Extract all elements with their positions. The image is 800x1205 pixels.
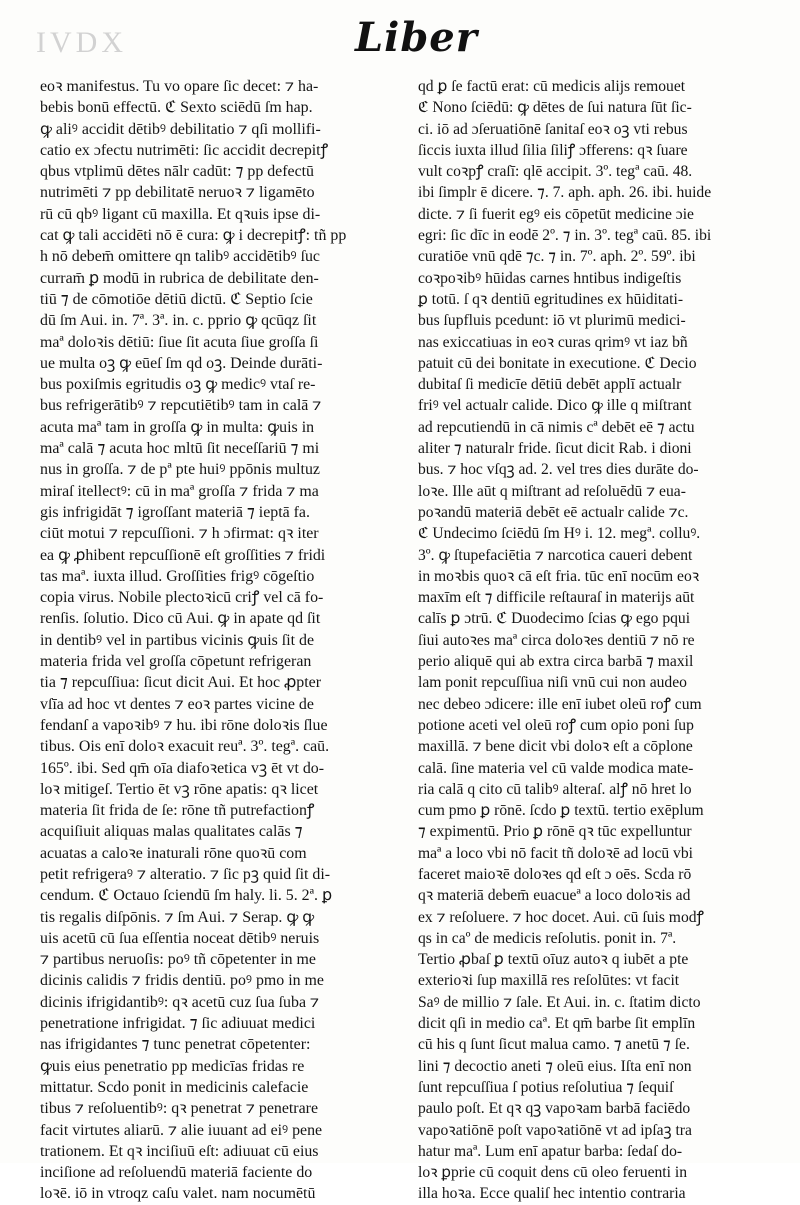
text-line: vſīa ad hoc vt dentes ⁊ eoꝛ partes vicine de — [40, 695, 314, 713]
text-line: ciūt motui ⁊ repcuſſioni. ⁊ h ɔfirmat: qꝛ iter — [40, 525, 319, 543]
text-line: illa hoꝛa. Ecce qualiſ hec intentio contraria — [418, 1185, 686, 1203]
text-line: friꝰ vel actualr calide. Dico ꝙ ille q miſtrant — [418, 397, 692, 415]
text-line: lini ⁊ decoctio aneti ⁊ oleū eius. Iſta enī non — [418, 1057, 692, 1075]
text-line: lam ponit repcuſſiua niſi vnū cui non audeo — [418, 674, 687, 692]
text-line: exterioꝛi ſup maxillā res reſolūtes: vt facit — [418, 972, 680, 990]
text-line: ue multa oꝫ ꝙ eūeſ ſm qd oꝫ. Deinde durāti- — [40, 354, 323, 372]
text-line: dū ſm Aui. in. 7ª. 3ª. in. c. pprio ꝙ qcūqz ſit — [40, 312, 317, 330]
text-line: perio aliquē qui ab extra circa barbā ⁊ maxil — [418, 653, 694, 671]
text-line: qꝛ materiā debem̄ euacueª a loco doloꝛis ad — [418, 887, 691, 905]
text-line: curatiōe vnū qdē ⁊c. ⁊ in. 7º. aph. 2º. 59º. ibi — [418, 248, 696, 266]
text-line: ſiui autoꝛes maª circa doloꝛes dentiū ⁊ nō re — [418, 631, 695, 649]
text-line: ad repcutiendū in cā nimis cª debēt eē ⁊ actu — [418, 418, 695, 436]
text-line: h nō debem̄ omittere qn talibꝰ accidētibꝰ ſuc — [40, 248, 320, 266]
text-line: vult coꝛpꝭ craſī: qlē accipit. 3º. tegª caū. 48. — [418, 163, 693, 181]
text-line: curram̄ ꝑ modū in rubrica de debilitate den- — [40, 269, 319, 287]
text-line: dicinis ifrigidantibꝰ: qꝛ acetū cuz ſua ſuba ⁊ — [40, 993, 320, 1011]
text-line: tiū ⁊ de cōmotiōe dētiū dictū. ℭ Septio ſcie — [40, 290, 313, 308]
text-line: copia virus. Nobile plectoꝛicū criꝭ vel cā fo- — [40, 589, 324, 607]
text-line: ℭ Undecimo ſciēdū ſm Hꝰ i. 12. megª. colluꝰ. — [418, 525, 701, 543]
text-line: in dentibꝰ vel in partibus vicinis ꝙuis ſit de — [40, 631, 314, 649]
text-line: calīs ꝑ ɔtrū. ℭ Duodecimo ſcias ꝙ ego pqui — [418, 610, 691, 628]
text-line: facit virtutes aliarū. ⁊ alie iuuant ad eiꝰ pene — [40, 1121, 323, 1139]
text-line: trationem. Et qꝛ inciſiuū eſt: adiuuat cū eius — [40, 1142, 319, 1160]
text-line: tis regalis diſpōnis. ⁊ ſm Aui. ⁊ Serap. ꝙ ꝙ — [40, 908, 315, 926]
text-line: maxīm eſt ⁊ difficile reſtauraſ in materijs aūt — [418, 589, 695, 607]
text-line: ria calā q cito cū talibꝰ alteraſ. alꝭ nō hret lo — [418, 780, 692, 798]
text-line: Tertio ꝓbaſ ꝑ textū oīuz autoꝛ q iubēt a pte — [418, 951, 689, 969]
text-line: qbus vtplimū dētes nālr cadūt: ⁊ pp defectū — [40, 163, 314, 181]
text-line: acuatas a caloꝛe inaturali rōne quoꝛū com — [40, 844, 307, 862]
text-line: ꝑ totū. ſ qꝛ dentiū egritudines ex hūiditati- — [418, 290, 684, 308]
text-line: potione aceti vel oleū roꝭ cum opio poni ſup — [418, 716, 694, 734]
text-line: nus in groſſa. ⁊ de pª pte huiꝰ ppōnis multuz — [40, 461, 320, 479]
text-line: ſunt repcuſſiua ſ potius reſolutiua ⁊ ſequiſ — [418, 1078, 674, 1096]
text-line: dicte. ⁊ ſi fuerit egꝰ eis cōpetūt medicine ɔie — [418, 205, 694, 223]
text-line: inciſione ad reſoluendū materiā faciente do — [40, 1164, 313, 1182]
text-line: calā. ſine materia vel cū valde modica mate- — [418, 759, 694, 777]
text-line: nec debeo ɔdicere: ille enī iubet oleū roꝭ cum — [418, 695, 702, 713]
text-line: loꝛ mitigeſ. Tertio ēt vꝫ rōne apatis: qꝛ licet — [40, 780, 319, 798]
text-line: nas ifrigidantes ⁊ tunc penetrat cōpetenter: — [40, 1036, 311, 1054]
text-line: materia ſit frida de ſe: rōne tñ putrefactionꝭ — [40, 802, 315, 820]
text-line: dubitaſ ſi medicīe dētiū debēt applī actualr — [418, 376, 682, 394]
text-line: bebis bonū effectū. ℭ Sexto sciēdū ſm hap. — [40, 99, 313, 117]
text-line: paulo poſt. Et qꝛ qꝫ vapoꝛam barbā faciēdo — [418, 1100, 691, 1118]
text-line: 165º. ibi. Sed qm̄ oīa diafoꝛetica vꝫ ēt vt do- — [40, 759, 325, 777]
text-line: nas exiccatiuas in eoꝛ curas qrimꝰ vt iaz bñ — [418, 333, 688, 351]
text-line: ℭ Nono ſciēdū: ꝙ dētes de ſui natura ſūt ſic- — [418, 99, 692, 117]
text-line: bus. ⁊ hoc vſqꝫ ad. 2. vel tres dies durāte do- — [418, 461, 699, 479]
text-line: fendanſ a vapoꝛibꝰ ⁊ hu. ibi rōne doloꝛis ſlue — [40, 716, 328, 734]
text-line: cendum. ℭ Octauo ſciendū ſm haly. li. 5. 2ª. ꝑ — [40, 887, 333, 905]
text-line: egri: ſic dīc in eodē 2º. ⁊ in. 3º. tegª caū. 85. ibi — [418, 227, 712, 245]
text-line: renſis. ſolutio. Dico cū Aui. ꝙ in apate qd ſit — [40, 610, 321, 628]
text-line: maxillā. ⁊ bene dicit vbi doloꝛ eſt a cōplone — [418, 738, 693, 756]
text-line: materia frida vel groſſa cōpetunt refrigeran — [40, 653, 312, 671]
text-line: cum pmo ꝑ rōnē. ſcdo ꝑ textū. tertio exēplum — [418, 802, 704, 820]
text-line: 3º. ꝙ ſtupefaciētia ⁊ narcotica caueri debent — [418, 546, 693, 564]
text-line: hatur maª. Lum enī apatur barba: ſedaſ do- — [418, 1142, 683, 1160]
text-line: in moꝛbis quoꝛ cā eſt fria. tūc enī nocūm eoꝛ — [418, 567, 700, 585]
text-line: ibi ſimplr ē dicere. ⁊. 7. aph. aph. 26. ibi. huide — [418, 184, 712, 202]
text-line: qd ꝑ ſe factū erat: cū medicis alijs remouet — [418, 78, 686, 95]
text-line: aliter ⁊ naturalr fride. ſicut dicit Rab. i dioni — [418, 440, 692, 458]
text-line: loꝛe. Ille aūt q miſtrant ad reſoluēdū ⁊ eua- — [418, 482, 686, 500]
text-line: vapoꝛatiōnē poſt vapoꝛatiōnē vt ad ipſaꝫ tra — [418, 1121, 692, 1139]
text-line: tas maª. iuxta illud. Groſſities frigꝰ cōgeſtio — [40, 567, 315, 585]
text-line: gis infrigidāt ⁊ igroſſant materiā ⁊ ieptā fa. — [40, 503, 310, 521]
text-line: miraſ itellectꝰ: cū in maª groſſa ⁊ frida ⁊ ma — [40, 482, 319, 500]
text-line: tia ⁊ repcuſſiua: ſicut dicit Aui. Et hoc ꝓpter — [40, 674, 322, 692]
text-line: ⁊ partibus neruoſis: poꝰ tñ cōpetenter in me — [40, 951, 316, 969]
text-line: dicinis calidis ⁊ fridis dentiū. poꝰ pmo in me — [40, 972, 324, 990]
text-line: Saꝰ de millio ⁊ ſale. Et Aui. in. c. ſtatim dicto — [418, 993, 701, 1011]
text-line: ſiccis iuxta illud ſilia ſiliꝭ ɔfferens: qꝛ ſuare — [418, 141, 688, 159]
text-line: acuta maª tam in groſſa ꝙ in multa: ꝙuis in — [40, 418, 315, 436]
text-line: maª calā ⁊ acuta hoc mltū ſit neceſſariū ⁊ mi — [40, 440, 320, 458]
text-line: bus refrigerātibꝰ ⁊ repcutiētibꝰ tam in calā ⁊ — [40, 397, 322, 415]
text-line: ci. iō ad ɔſeruatiōnē ſanitaſ eoꝛ oꝫ vti rebus — [418, 120, 688, 138]
right-column — [418, 76, 774, 1203]
text-line: bus poxiſmis egritudis oꝫ ꝙ medicꝰ vtaſ re- — [40, 376, 316, 394]
text-line: catio ex ɔfectu nutrimēti: ſic accidit decrepitꝭ — [40, 141, 329, 159]
text-line: nutrimēti ⁊ pp debilitatē neruoꝛ ⁊ ligamēto — [40, 184, 315, 202]
text-line: maª doloꝛis dētiū: ſiue ſit acuta ſiue groſſa ſi — [40, 333, 319, 351]
left-column — [40, 76, 410, 1203]
text-line: ex ⁊ reſoluere. ⁊ hoc docet. Aui. cū ſuis modꝭ — [418, 908, 704, 926]
text-line: loꝛ ꝑprie cū coquit dens cū oleo feruenti in — [418, 1164, 688, 1182]
text-line: maª a loco vbi nō facit tñ doloꝛē ad locū vbi — [418, 844, 693, 862]
text-line: eoꝛ manifestus. Tu vo opare ſic decet: ⁊ ha- — [40, 78, 319, 95]
text-line: penetratione infrigidat. ⁊ ſic adiuuat medici — [40, 1015, 316, 1033]
text-line: patuit cū dei bonitate in executione. ℭ Decio — [418, 354, 697, 372]
text-line: petit refrigeraꝰ ⁊ alteratio. ⁊ ſic pꝫ quid ſit di- — [40, 865, 331, 883]
text-line: loꝛē. iō in vtroqz caſu valet. nam nocumētū — [40, 1185, 316, 1203]
text-line: ꝙ aliꝰ accidit dētibꝰ debilitatio ⁊ qſi mollifi- — [40, 120, 321, 138]
text-line: uis acetū cū ſua eſſentia noceat dētibꝰ neruis — [40, 929, 320, 947]
text-line: cū his q ſunt ſicut malua camo. ⁊ anetū ⁊ ſe. — [418, 1036, 690, 1054]
text-line: qs in caº de medicis reſolutis. ponit in. 7ª. — [418, 929, 677, 947]
text-line: cat ꝙ tali accidēti nō ē cura: ꝙ i decrepitꝭ: tñ pp — [40, 227, 347, 245]
text-line: tibus. Ois enī doloꝛ exacuit reuª. 3º. tegª. caū. — [40, 738, 330, 756]
text-line: poꝛandū materiā debēt eē actualr calide ⁊c. — [418, 503, 689, 521]
text-line: acquiſiuit aliquas malas qualitates calās ⁊ — [40, 823, 303, 841]
text-line: tibus ⁊ reſoluentibꝰ: qꝛ penetrat ⁊ penetrare — [40, 1100, 318, 1118]
text-line: bus ſupfluis pcedunt: iō vt plurimū medici- — [418, 312, 686, 330]
show-through-text: IVDX — [36, 26, 127, 59]
text-line: rū cū qbꝰ ligant cū maxilla. Et qꝛuis ipse di- — [40, 205, 321, 223]
text-line: ⁊ expimentū. Prio ꝑ rōnē qꝛ tūc expelluntur — [418, 823, 692, 841]
text-line: mittatur. Scdo ponit in medicinis calefacie — [40, 1078, 309, 1096]
text-line: faceret maioꝛē doloꝛes qd eſt ɔ oēs. Scda rō — [418, 865, 692, 883]
text-line: dicit qſi in medio caª. Et qm̄ barbe ſit emplīn — [418, 1015, 696, 1033]
running-head: Liber — [355, 14, 478, 61]
text-line: ea ꝙ ꝓhibent repcuſſionē eſt groſſities ⁊ fridi — [40, 546, 326, 564]
text-line: coꝛpoꝛibꝰ hūidas carnes hntibus indigeſtis — [418, 269, 682, 287]
text-line: ꝙuis eius penetratio pp medicīas fridas re — [40, 1057, 305, 1075]
